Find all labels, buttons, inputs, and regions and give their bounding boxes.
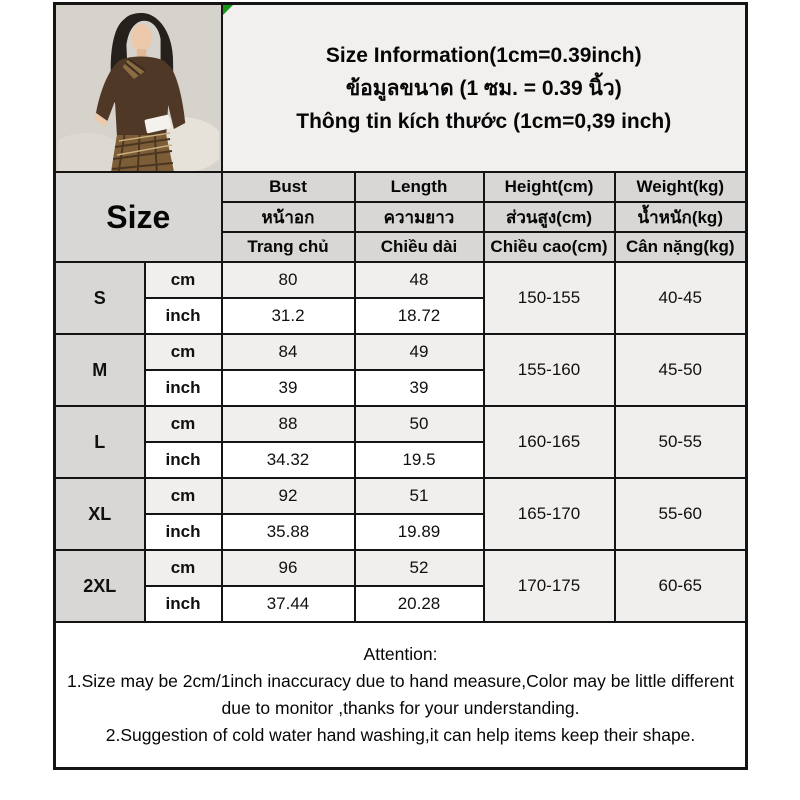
2xl-height-range: 170-175 — [484, 550, 615, 622]
size-label-s: S — [55, 262, 145, 334]
xl-weight-range: 55-60 — [615, 478, 747, 550]
table-row-xl-cm — [55, 478, 747, 514]
table-row-2xl-cm — [55, 550, 747, 586]
title-cell — [222, 4, 747, 173]
m-length-cm: 49 — [355, 334, 484, 370]
col-header-weight-th: น้ำหนัก(kg) — [615, 202, 747, 232]
xl-bust-cm: 92 — [222, 478, 355, 514]
2xl-bust-cm: 96 — [222, 550, 355, 586]
unit-label-inch: inch — [145, 442, 222, 478]
xl-length-inch: 19.89 — [355, 514, 484, 550]
unit-label-inch: inch — [145, 514, 222, 550]
m-weight-range: 45-50 — [615, 334, 747, 406]
unit-label-inch: inch — [145, 586, 222, 622]
size-label-2xl: 2XL — [55, 550, 145, 622]
size-table — [53, 2, 748, 770]
col-header-bust-th: หน้าอก — [222, 202, 355, 232]
xl-length-cm: 51 — [355, 478, 484, 514]
col-header-weight-en: Weight(kg) — [615, 172, 747, 202]
s-bust-inch: 31.2 — [222, 298, 355, 334]
size-label-m: M — [55, 334, 145, 406]
title-line-vietnamese: Thông tin kích thước (1cm=0,39 inch) — [296, 109, 672, 133]
col-header-height-th: ส่วนสูง(cm) — [484, 202, 615, 232]
2xl-length-inch: 20.28 — [355, 586, 484, 622]
2xl-weight-range: 60-65 — [615, 550, 747, 622]
l-height-range: 160-165 — [484, 406, 615, 478]
s-bust-cm: 80 — [222, 262, 355, 298]
col-header-length-th: ความยาว — [355, 202, 484, 232]
cell-corner-marker-icon — [223, 5, 233, 15]
model-photo-illustration — [58, 5, 219, 171]
l-length-inch: 19.5 — [355, 442, 484, 478]
col-header-weight-vi: Cân nặng(kg) — [615, 232, 747, 262]
col-header-height-vi: Chiều cao(cm) — [484, 232, 615, 262]
col-header-bust-en: Bust — [222, 172, 355, 202]
xl-height-range: 165-170 — [484, 478, 615, 550]
col-header-length-en: Length — [355, 172, 484, 202]
product-photo — [55, 4, 222, 173]
unit-label-inch: inch — [145, 298, 222, 334]
unit-label-cm: cm — [145, 334, 222, 370]
m-length-inch: 39 — [355, 370, 484, 406]
s-weight-range: 40-45 — [615, 262, 747, 334]
l-bust-inch: 34.32 — [222, 442, 355, 478]
size-label-xl: XL — [55, 478, 145, 550]
table-row-m-cm — [55, 334, 747, 370]
title-line-english: Size Information(1cm=0.39inch) — [325, 43, 642, 67]
s-height-range: 150-155 — [484, 262, 615, 334]
2xl-length-cm: 52 — [355, 550, 484, 586]
unit-label-cm: cm — [145, 406, 222, 442]
l-weight-range: 50-55 — [615, 406, 747, 478]
title-line-thai: ข้อมูลขนาด (1 ซม. = 0.39 นิ้ว) — [345, 76, 622, 100]
col-header-height-en: Height(cm) — [484, 172, 615, 202]
l-bust-cm: 88 — [222, 406, 355, 442]
unit-label-cm: cm — [145, 478, 222, 514]
s-length-inch: 18.72 — [355, 298, 484, 334]
2xl-bust-inch: 37.44 — [222, 586, 355, 622]
col-header-bust-vi: Trang chủ — [222, 232, 355, 262]
l-length-cm: 50 — [355, 406, 484, 442]
unit-label-inch: inch — [145, 370, 222, 406]
size-label-l: L — [55, 406, 145, 478]
attention-note-1: 1.Size may be 2cm/1inch inaccuracy due to hand measure,Color may be little different due to monitor ,thanks for your understanding. — [67, 671, 734, 718]
table-row-s-cm — [55, 262, 747, 298]
size-header-cell: Size — [55, 172, 222, 262]
attention-note — [55, 622, 747, 769]
col-header-length-vi: Chiều dài — [355, 232, 484, 262]
attention-note-2: 2.Suggestion of cold water hand washing,it can help items keep their shape. — [105, 725, 696, 745]
m-bust-cm: 84 — [222, 334, 355, 370]
table-row-l-cm — [55, 406, 747, 442]
unit-label-cm: cm — [145, 550, 222, 586]
s-length-cm: 48 — [355, 262, 484, 298]
m-height-range: 155-160 — [484, 334, 615, 406]
xl-bust-inch: 35.88 — [222, 514, 355, 550]
unit-label-cm: cm — [145, 262, 222, 298]
m-bust-inch: 39 — [222, 370, 355, 406]
attention-title: Attention: — [363, 644, 438, 664]
